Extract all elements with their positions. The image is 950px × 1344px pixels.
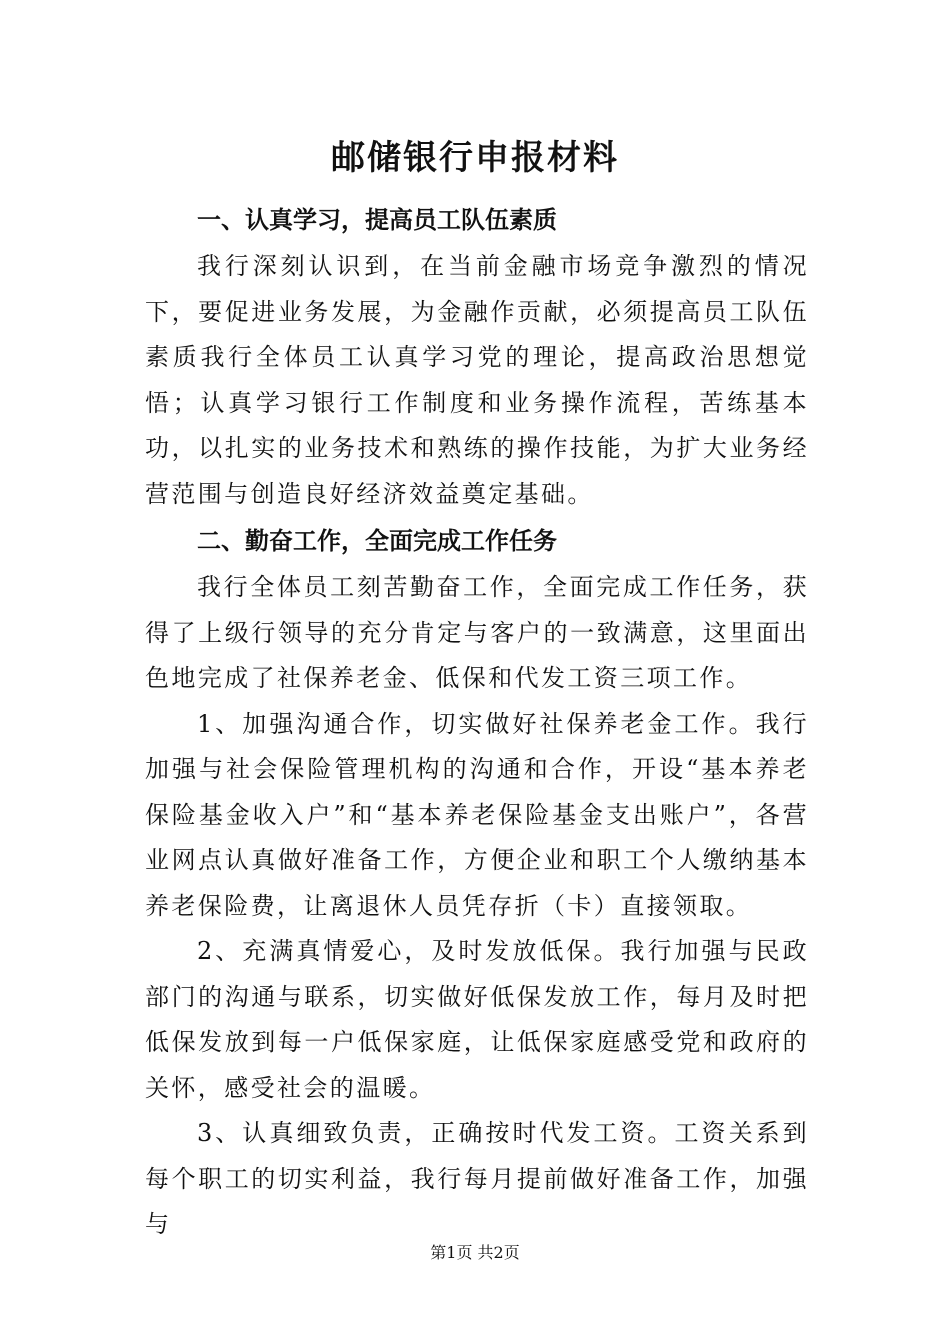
- paragraph: 3、认真细致负责，正确按时代发工资。工资关系到每个职工的切实利益，我行每月提前做好准备工作，加强与: [145, 1119, 809, 1238]
- section-heading-2: 二、勤奋工作，全面完成工作任务: [197, 527, 557, 555]
- paragraph: 我行深刻认识到，在当前金融市场竞争激烈的情况下，要促进业务发展，为金融作贡献，必须提高员工队伍素质我行全体员工认真学习党的理论，提高政治思想觉悟；认真学习银行工作制度和业务操作流程，苦练基本功，以扎实的业务技术和熟练的操作技能，为扩大业务经营范围与创造良好经济效益奠定基础。: [145, 252, 809, 508]
- page-footer: 第1页 共2页: [430, 1243, 520, 1262]
- document-body: [145, 196, 809, 1248]
- paragraph: 我行全体员工刻苦勤奋工作，全面完成工作任务，获得了上级行领导的充分肯定与客户的一致满意，这里面出色地完成了社保养老金、低保和代发工资三项工作。: [145, 573, 809, 692]
- document-title: 邮储银行申报材料: [331, 138, 619, 178]
- paragraph: 1、加强沟通合作，切实做好社保养老金工作。我行加强与社会保险管理机构的沟通和合作，开设“基本养老保险基金收入户”和“基本养老保险基金支出账户”，各营业网点认真做好准备工作，方便企业和职工个人缴纳基本养老保险费，让离退休人员凭存折（卡）直接领取。: [145, 709, 809, 920]
- paragraph: 2、充满真情爱心，及时发放低保。我行加强与民政部门的沟通与联系，切实做好低保发放工作，每月及时把低保发放到每一户低保家庭，让低保家庭感受党和政府的关怀，感受社会的温暖。: [145, 937, 809, 1102]
- section-heading-1: 一、认真学习，提高员工队伍素质: [197, 206, 557, 234]
